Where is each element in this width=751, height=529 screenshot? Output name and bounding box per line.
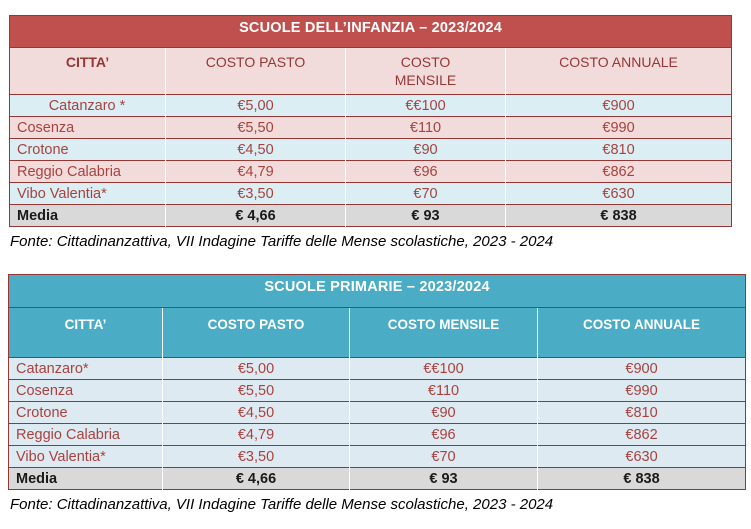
media-mensile-cell: € 93 [346,205,506,227]
costo-mensile-cell: €96 [346,161,506,183]
media-pasto-cell: € 4,66 [166,205,346,227]
city-cell: Reggio Calabria [9,424,163,446]
city-cell: Crotone [10,139,166,161]
column-header-costo-mensile [346,48,506,95]
column-header-costo-mensile: COSTO MENSILE [350,308,538,358]
table-row [9,402,746,424]
costo-annuale-cell: €630 [538,446,746,468]
column-header-citta: CITTA’ [9,308,163,358]
primarie-table [8,274,746,490]
city-cell: Catanzaro * [10,95,166,117]
costo-annuale-cell: €810 [538,402,746,424]
costo-pasto-cell: €3,50 [163,446,350,468]
costo-annuale-cell: €900 [538,358,746,380]
infanzia-header-row [10,48,732,95]
table-row [10,117,732,139]
costo-annuale-cell: €990 [538,380,746,402]
costo-mensile-cell: €70 [346,183,506,205]
column-header-costo-annuale: COSTO ANNUALE [538,308,746,358]
costo-annuale-cell: €862 [506,161,732,183]
table-row [10,95,732,117]
costo-annuale-cell: €900 [506,95,732,117]
table-row [10,139,732,161]
costo-pasto-cell: €5,50 [163,380,350,402]
primarie-title-row [9,275,746,308]
costo-mensile-cell: €110 [346,117,506,139]
costo-pasto-cell: €5,00 [166,95,346,117]
infanzia-table [9,15,732,227]
media-annuale-cell: € 838 [538,468,746,490]
costo-mensile-cell: €90 [350,402,538,424]
costo-annuale-cell: €630 [506,183,732,205]
primarie-table-title: SCUOLE PRIMARIE – 2023/2024 [9,275,746,308]
city-cell: Crotone [9,402,163,424]
column-header-costo-mensile-label: COSTO MENSILE [394,54,457,88]
infanzia-title-row [10,16,732,48]
column-header-citta: CITTA’ [10,48,166,95]
costo-mensile-cell: €70 [350,446,538,468]
column-header-costo-pasto: COSTO PASTO [166,48,346,95]
city-cell: Reggio Calabria [10,161,166,183]
column-header-costo-annuale: COSTO ANNUALE [506,48,732,95]
infanzia-table-title: SCUOLE DELL’INFANZIA – 2023/2024 [10,16,732,48]
costo-pasto-cell: €5,00 [163,358,350,380]
media-annuale-cell: € 838 [506,205,732,227]
source-note: Fonte: Cittadinanzattiva, VII Indagine Tariffe delle Mense scolastiche, 2023 - 2024 [10,233,554,250]
table-row [9,424,746,446]
costo-pasto-cell: €4,79 [166,161,346,183]
city-cell: Vibo Valentia* [9,446,163,468]
costo-annuale-cell: €862 [538,424,746,446]
costo-mensile-cell: €€100 [350,358,538,380]
media-pasto-cell: € 4,66 [163,468,350,490]
costo-annuale-cell: €990 [506,117,732,139]
media-mensile-cell: € 93 [350,468,538,490]
table-row [9,358,746,380]
primarie-header-row [9,308,746,358]
costo-mensile-cell: €€100 [346,95,506,117]
costo-mensile-cell: €90 [346,139,506,161]
source-note: Fonte: Cittadinanzattiva, VII Indagine Tariffe delle Mense scolastiche, 2023 - 2024 [10,496,554,513]
costo-annuale-cell: €810 [506,139,732,161]
table-row [9,380,746,402]
costo-pasto-cell: €4,50 [166,139,346,161]
media-label-cell: Media [9,468,163,490]
costo-mensile-cell: €110 [350,380,538,402]
costo-pasto-cell: €5,50 [166,117,346,139]
costo-pasto-cell: €4,79 [163,424,350,446]
media-row [9,468,746,490]
costo-mensile-cell: €96 [350,424,538,446]
costo-pasto-cell: €4,50 [163,402,350,424]
column-header-costo-pasto: COSTO PASTO [163,308,350,358]
costo-pasto-cell: €3,50 [166,183,346,205]
table-row [9,446,746,468]
city-cell: Cosenza [10,117,166,139]
table-row [10,161,732,183]
city-cell: Vibo Valentia* [10,183,166,205]
city-cell: Cosenza [9,380,163,402]
city-cell: Catanzaro* [9,358,163,380]
table-row [10,183,732,205]
media-label-cell: Media [10,205,166,227]
media-row [10,205,732,227]
